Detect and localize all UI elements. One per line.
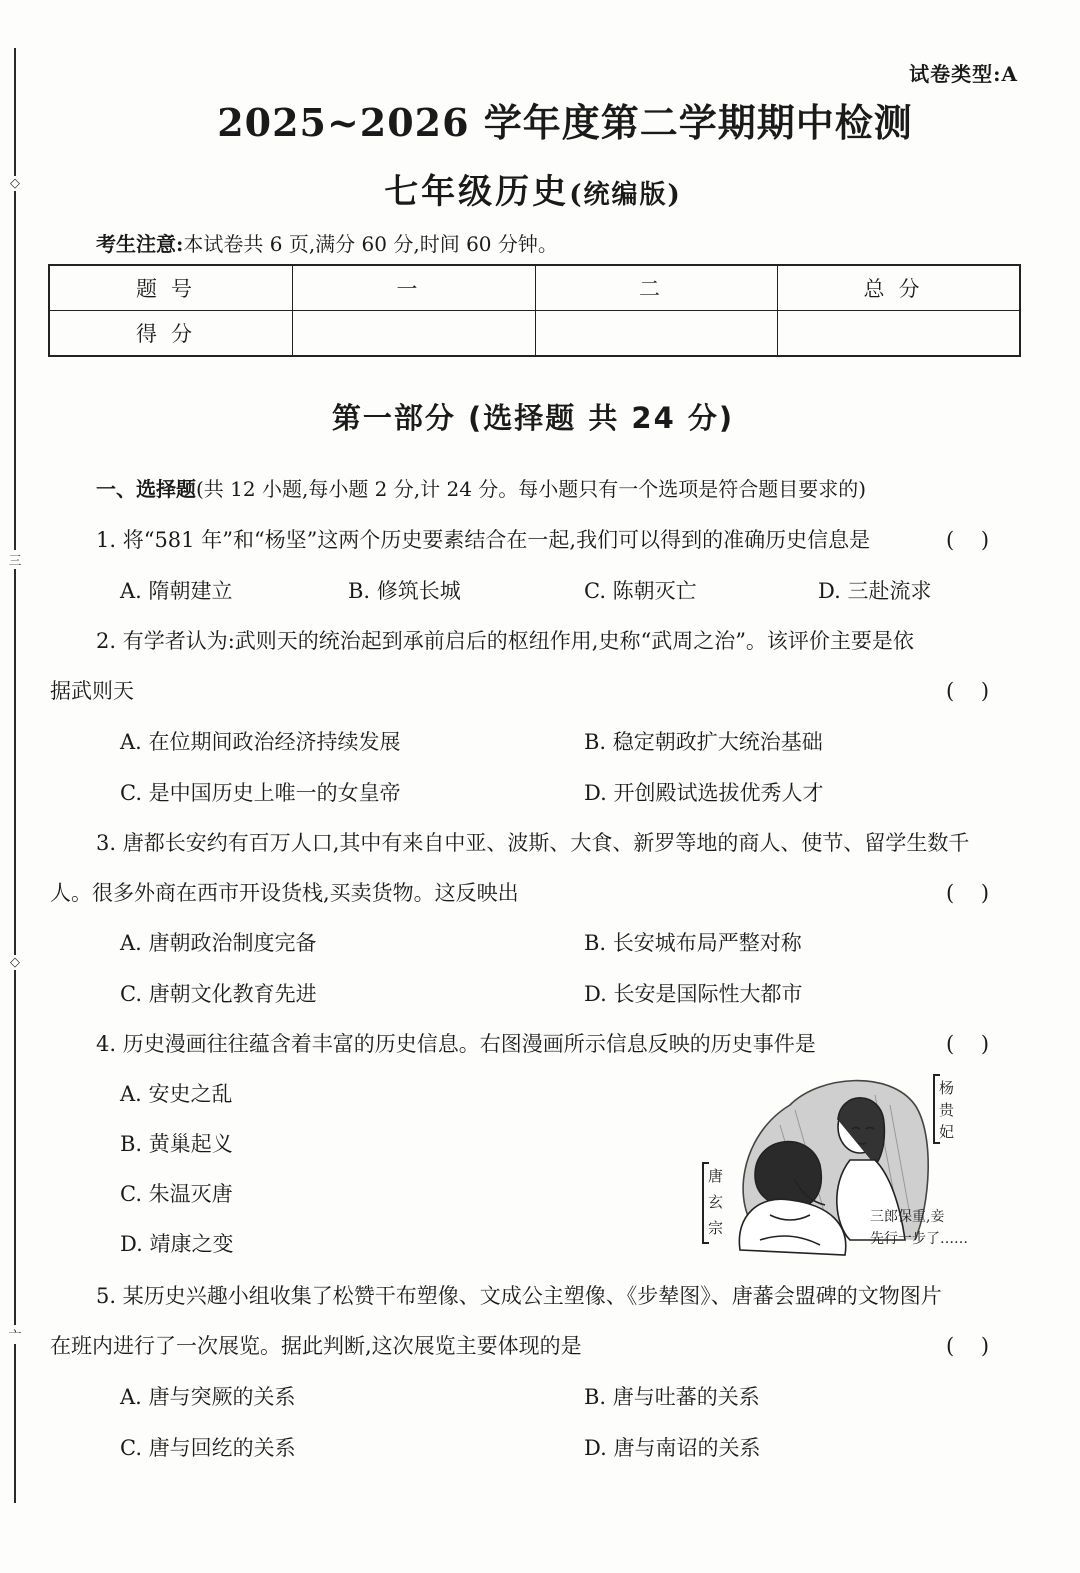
score-table [48, 264, 1021, 357]
question-3-stem-line-1: 3. 唐都长安约有百万人口,其中有来自中亚、波斯、大食、新罗等地的商人、使节、留学生数千 [96, 831, 970, 855]
question-1-option-d: D. 三赴流求 [818, 579, 932, 603]
score-cell-part-1[interactable] [293, 311, 536, 357]
history-cartoon-image [700, 1065, 1020, 1260]
question-5-answer-blank[interactable]: ( ) [946, 1334, 990, 1358]
binding-margin-line [14, 48, 16, 1503]
header-cell-total: 总分 [778, 265, 1021, 311]
question-3-option-c: C. 唐朝文化教育先进 [120, 982, 317, 1006]
question-1-option-c: C. 陈朝灭亡 [584, 579, 697, 603]
question-5-stem-line-1: 5. 某历史兴趣小组收集了松赞干布塑像、文成公主塑像、《步辇图》、唐蕃会盟碑的文物图片 [96, 1284, 942, 1308]
question-2-option-d: D. 开创殿试选拔优秀人才 [584, 781, 824, 805]
question-4-stem: 4. 历史漫画往往蕴含着丰富的历史信息。右图漫画所示信息反映的历史事件是 [96, 1032, 816, 1056]
subject-title: 七年级历史 [384, 172, 570, 212]
question-5-option-d: D. 唐与南诏的关系 [584, 1436, 761, 1460]
question-4-option-d: D. 靖康之变 [120, 1232, 234, 1256]
notice-text: 本试卷共 6 页,满分 60 分,时间 60 分钟。 [183, 232, 558, 256]
question-4-answer-blank[interactable]: ( ) [946, 1032, 990, 1056]
section-note: (共 12 小题,每小题 2 分,计 24 分。每小题只有一个选项是符合题目要求的) [196, 477, 867, 501]
cartoon-label-left-3: 宗 [708, 1219, 724, 1237]
exam-subtitle [0, 164, 1066, 213]
cartoon-label-right-3: 妃 [939, 1123, 955, 1141]
question-5-option-c: C. 唐与回纥的关系 [120, 1436, 296, 1460]
question-2-answer-blank[interactable]: ( ) [946, 679, 990, 703]
paper-type: 试卷类型:A [909, 62, 1018, 86]
section-heading [96, 474, 866, 504]
question-3-option-a: A. 唐朝政治制度完备 [120, 931, 317, 955]
cartoon-label-right-2: 贵 [939, 1101, 955, 1119]
cartoon-speech-line-1: 三郎保重,妾 [870, 1209, 945, 1225]
question-4-option-a: A. 安史之乱 [120, 1082, 233, 1106]
question-2-stem-line-2: 据武则天 [50, 679, 134, 703]
score-table-header-row [49, 265, 1020, 311]
question-2-option-c: C. 是中国历史上唯一的女皇帝 [120, 781, 401, 805]
question-5-option-b: B. 唐与吐蕃的关系 [584, 1385, 760, 1409]
header-cell-number: 题号 [49, 265, 293, 311]
cartoon-label-left-1: 唐 [708, 1167, 724, 1185]
question-2-option-a: A. 在位期间政治经济持续发展 [120, 730, 401, 754]
exam-notice [96, 228, 558, 257]
notice-label: 考生注意: [96, 232, 184, 256]
section-label: 一、选择题 [96, 477, 196, 501]
margin-mark-1: ◇ [6, 176, 24, 191]
question-3-stem-line-2: 人。很多外商在西市开设货栈,买卖货物。这反映出 [50, 881, 519, 905]
edition-label: (统编版) [569, 180, 682, 210]
margin-mark-2: 三 [6, 550, 24, 569]
header-cell-part-2: 二 [536, 265, 778, 311]
score-row-label: 得分 [49, 311, 293, 357]
question-1-option-a: A. 隋朝建立 [120, 579, 233, 603]
question-1-option-b: B. 修筑长城 [348, 579, 461, 603]
cartoon-speech-line-2: 先行一步了…… [870, 1231, 968, 1247]
cartoon-label-left-2: 玄 [708, 1193, 724, 1211]
score-table-score-row [49, 311, 1020, 357]
question-3-option-d: D. 长安是国际性大都市 [584, 982, 803, 1006]
question-2-option-b: B. 稳定朝政扩大统治基础 [584, 730, 823, 754]
question-4-option-c: C. 朱温灭唐 [120, 1182, 233, 1206]
margin-mark-4: 亠 [6, 1325, 24, 1344]
header-cell-part-1: 一 [293, 265, 536, 311]
question-1-stem: 1. 将“581 年”和“杨坚”这两个历史要素结合在一起,我们可以得到的准确历史信息是 [96, 528, 871, 552]
question-2-stem-line-1: 2. 有学者认为:武则天的统治起到承前启后的枢纽作用,史称“武周之治”。该评价主要是依 [96, 629, 914, 653]
margin-mark-3: ◇ [6, 955, 24, 970]
cartoon-label-right-1: 杨 [939, 1079, 955, 1097]
score-cell-total[interactable] [778, 311, 1021, 357]
question-5-option-a: A. 唐与突厥的关系 [120, 1385, 296, 1409]
score-cell-part-2[interactable] [536, 311, 778, 357]
question-4-option-b: B. 黄巢起义 [120, 1132, 233, 1156]
question-1-answer-blank[interactable]: ( ) [946, 528, 990, 552]
question-3-option-b: B. 长安城布局严整对称 [584, 931, 802, 955]
question-3-answer-blank[interactable]: ( ) [946, 881, 990, 905]
part-title: 第一部分 (选择题 共 24 分) [331, 401, 735, 435]
question-5-stem-line-2: 在班内进行了一次展览。据此判断,这次展览主要体现的是 [50, 1334, 582, 1358]
exam-title: 2025~2026 学年度第二学期期中检测 [217, 100, 913, 145]
